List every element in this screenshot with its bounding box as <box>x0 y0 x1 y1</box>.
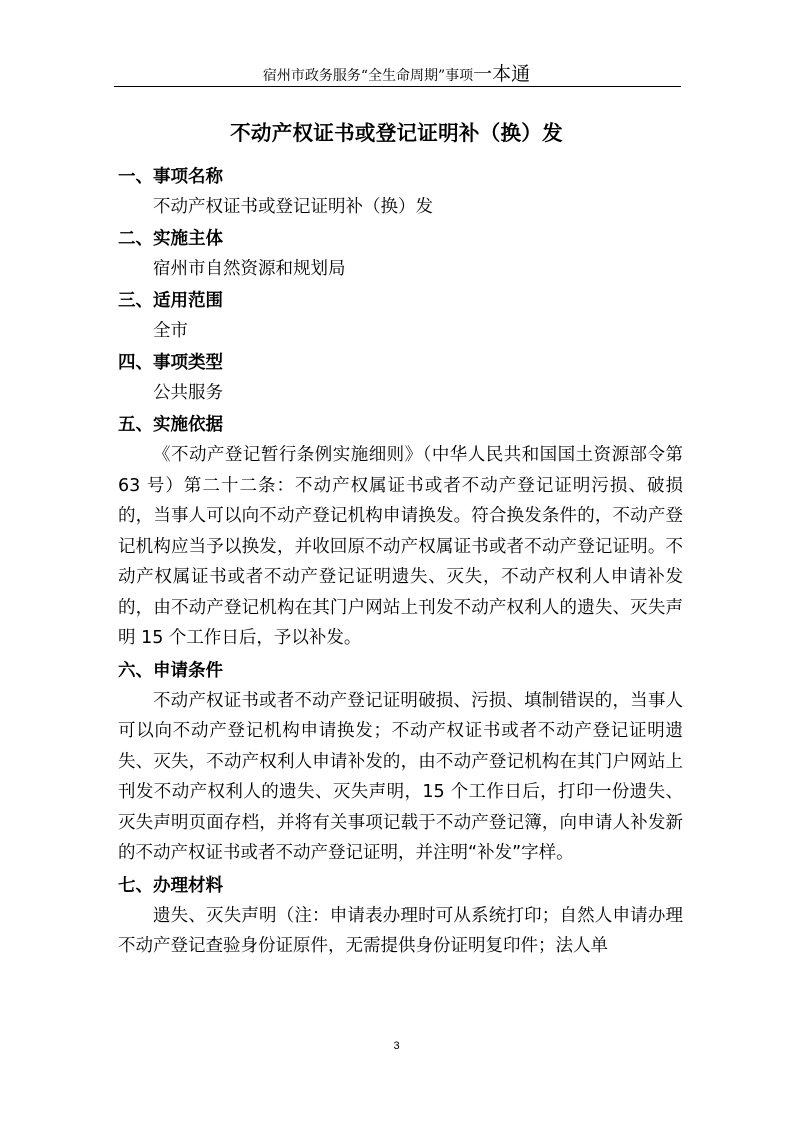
section-scope <box>118 286 683 346</box>
document-title: 不动产权证书或登记证明补（换）发 <box>230 121 563 145</box>
section-text: 不动产权证书或登记证明补（换）发 <box>153 197 433 217</box>
section-heading: 二、实施主体 <box>118 229 223 249</box>
section-paragraph: 遗失、灭失声明（注：申请表办理时可从系统打印；自然人申请办理不动产登记查验身份证原件，无需提供身份证明复印件；法人单 <box>118 905 683 956</box>
section-item-type <box>118 348 683 408</box>
section-legal-basis <box>118 410 683 654</box>
header-prefix: 宿州市政务服务“全生命周期”事项 <box>262 68 474 84</box>
section-item-name <box>118 162 683 222</box>
section-text: 宿州市自然资源和规划局 <box>153 259 346 279</box>
section-text: 全市 <box>153 321 188 341</box>
section-paragraph: 不动产权证书或者不动产登记证明破损、污损、填制错误的，当事人可以向不动产登记机构申请换发；不动产权证书或者不动产登记证明遗失、灭失，不动产权利人申请补发的，由不动产登记机构在其门户网站上刊发不动产权利人的遗失、灭失声明，15 个工作日后，打印一份遗失、灭失声明页面存档，并将有关事项记载于不动产登记簿，向申请人补发新的不动产权证书或者不动产登记证明，并注明“补发”字样。 <box>118 690 683 863</box>
header-divider <box>114 86 681 87</box>
document-body <box>118 160 683 964</box>
section-heading: 五、实施依据 <box>118 415 223 435</box>
section-materials <box>118 871 683 962</box>
section-heading: 六、申请条件 <box>118 660 223 681</box>
page-number: 3 <box>393 1040 400 1052</box>
section-heading: 一、事项名称 <box>118 167 223 187</box>
section-heading: 七、办理材料 <box>118 875 223 896</box>
section-implementing-body <box>118 224 683 284</box>
section-text: 公共服务 <box>153 383 223 403</box>
section-heading: 四、事项类型 <box>118 353 223 373</box>
running-header <box>0 64 793 86</box>
header-suffix: 一本通 <box>473 63 531 85</box>
section-paragraph: 《不动产登记暂行条例实施细则》（中华人民共和国国土资源部令第 63 号）第二十二条：不动产权属证书或者不动产登记证明污损、破损的，当事人可以向不动产登记机构申请换发。符合换发条件的，不动产登记机构应当予以换发，并收回原不动产权属证书或者不动产登记证明。不动产权属证书或者不动产登记证明遗失、灭失，不动产权利人申请补发的，由不动产登记机构在其门户网站上刊发不动产权利人的遗失、灭失声明 15 个工作日后，予以补发。 <box>118 445 683 648</box>
section-conditions <box>118 656 683 869</box>
section-heading: 三、适用范围 <box>118 291 223 311</box>
